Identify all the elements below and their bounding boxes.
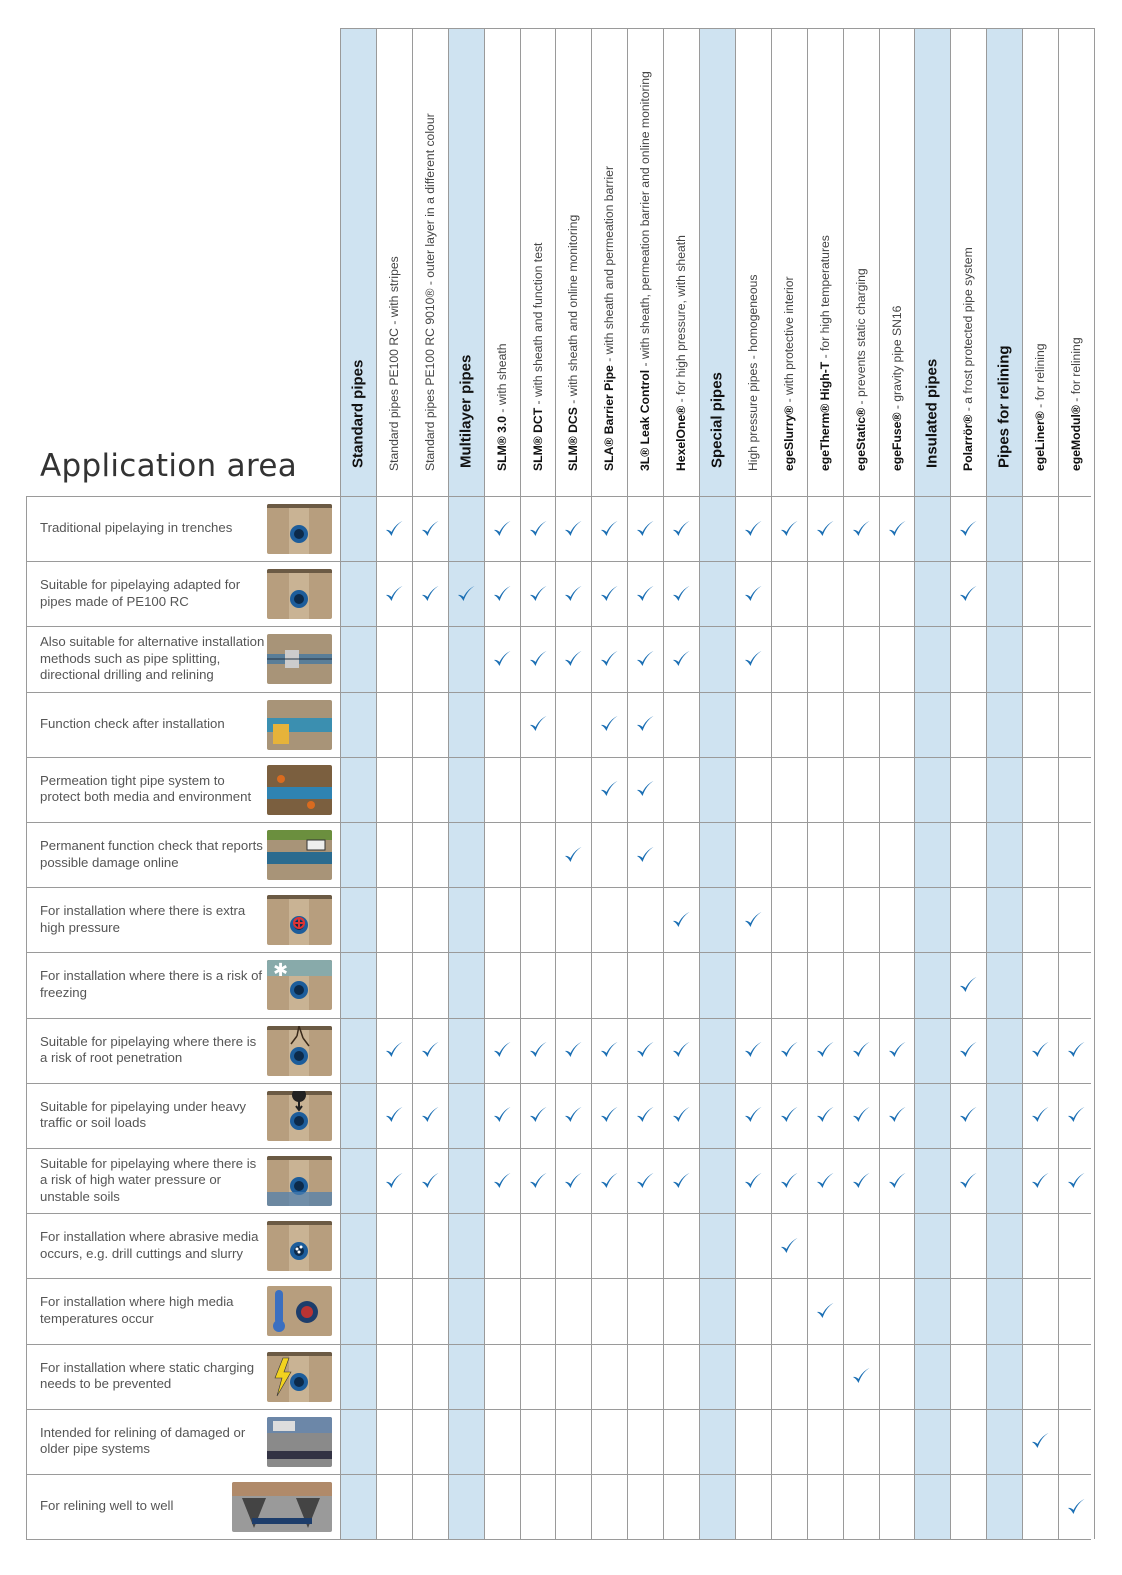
well-to-well-icon [232, 1482, 332, 1532]
checkmark-icon [520, 626, 556, 691]
checkmark-icon [555, 1148, 591, 1213]
checkmark-icon [555, 1018, 591, 1083]
checkmark-icon [735, 1148, 771, 1213]
checkmark-icon [627, 626, 663, 691]
checkmark-icon [484, 1083, 520, 1148]
checkmark-icon [771, 1018, 807, 1083]
checkmark-icon [412, 1018, 448, 1083]
checkmark-icon [1022, 1148, 1058, 1213]
checkmark-icon [950, 561, 986, 626]
column-header-label: egeLiner® - for relining [1033, 343, 1048, 471]
heavy-traffic-icon [267, 1091, 332, 1141]
row-label: For installation where there is a risk of freezing [40, 968, 263, 1000]
checkmark-icon [771, 1213, 807, 1278]
checkmark-icon [663, 1148, 699, 1213]
column-header-slmdct [520, 32, 556, 485]
checkmark-icon [843, 1344, 879, 1409]
column-header-label: egeSlurry® - with protective interior [781, 276, 796, 471]
checkmark-icon [484, 1148, 520, 1213]
checkmark-icon [663, 1083, 699, 1148]
row-label: Traditional pipelaying in trenches [40, 520, 233, 536]
column-header-label: egeTherm® High-T - for high temperatures [817, 235, 832, 471]
checkmark-icon [663, 626, 699, 691]
column-header-label: Standard pipes [349, 359, 367, 468]
column-header-label: Insulated pipes [923, 358, 941, 468]
checkmark-icon [843, 496, 879, 561]
column-header-sla [591, 32, 627, 485]
checkmark-icon [591, 1083, 627, 1148]
checkmark-icon [484, 1018, 520, 1083]
column-header-label: Special pipes [708, 372, 726, 468]
column-header-label: Pipes for relining [995, 345, 1013, 468]
checkmark-icon [950, 496, 986, 561]
checkmark-icon [412, 496, 448, 561]
row-divider [26, 1539, 1091, 1540]
column-header-modul [1058, 32, 1094, 485]
checkmark-icon [555, 496, 591, 561]
column-header-label: Standard pipes PE100 RC - with stripes [386, 256, 401, 471]
checkmark-icon [879, 496, 915, 561]
checkmark-icon [555, 626, 591, 691]
checkmark-icon [520, 496, 556, 561]
trench-pipe-icon [267, 569, 332, 619]
checkmark-icon [555, 822, 591, 887]
row-label: Suitable for pipelaying under heavy traffic or soil loads [40, 1098, 247, 1131]
column-header-label: 3L® Leak Control - with sheath, permeation barrier and online monitoring [638, 71, 653, 471]
column-header-label: High pressure pipes - homogeneous [745, 274, 760, 471]
checkmark-icon [663, 496, 699, 561]
checkmark-icon [520, 1018, 556, 1083]
row-label: Function check after installation [40, 715, 225, 731]
function-check-icon [267, 700, 332, 750]
row-label: Also suitable for alternative installation methods such as pipe splitting, directional drilling and relining [40, 634, 265, 683]
row-label: For installation where there is extra high pressure [40, 903, 246, 935]
checkmark-icon [412, 1148, 448, 1213]
online-monitor-icon [267, 830, 332, 880]
checkmark-icon [735, 1083, 771, 1148]
column-header-label: egeStatic® - prevents static charging [853, 268, 868, 471]
checkmark-icon [591, 1148, 627, 1213]
row-label: Permeation tight pipe system to protect both media and environment [40, 772, 252, 805]
checkmark-icon [627, 822, 663, 887]
checkmark-icon [627, 1083, 663, 1148]
column-header-insulated [914, 32, 950, 485]
row-label: For installation where static charging needs to be prevented [40, 1359, 255, 1392]
checkmark-icon [627, 692, 663, 757]
checkmark-icon [950, 1018, 986, 1083]
row-label: Intended for relining of damaged or older pipe systems [40, 1424, 246, 1457]
row-label: Suitable for pipelaying where there is a risk of root penetration [40, 1033, 257, 1066]
column-header-label: SLA® Barrier Pipe - with sheath and permeation barrier [602, 165, 617, 471]
checkmark-icon [591, 757, 627, 822]
checkmark-icon [807, 1148, 843, 1213]
checkmark-icon [555, 561, 591, 626]
checkmark-icon [807, 1018, 843, 1083]
column-header-highp [735, 32, 771, 485]
checkmark-icon [663, 1018, 699, 1083]
checkmark-icon [735, 1018, 771, 1083]
column-header-hexel [663, 32, 699, 485]
checkmark-icon [950, 1148, 986, 1213]
checkmark-icon [376, 1083, 412, 1148]
checkmark-icon [1022, 1018, 1058, 1083]
checkmark-icon [1058, 1148, 1094, 1213]
checkmark-icon [843, 1083, 879, 1148]
checkmark-icon [807, 1083, 843, 1148]
checkmark-icon [771, 496, 807, 561]
high-pressure-icon [267, 895, 332, 945]
permeation-icon [267, 765, 332, 815]
column-header-label: SLM® DCS - with sheath and online monitoring [566, 214, 581, 471]
freezing-icon [267, 960, 332, 1010]
checkmark-icon [950, 1083, 986, 1148]
column-header-slmdcs [555, 32, 591, 485]
checkmark-icon [879, 1018, 915, 1083]
row-label: Permanent function check that reports possible damage online [40, 838, 263, 870]
checkmark-icon [843, 1148, 879, 1213]
row-label: For installation where high media temperatures occur [40, 1294, 234, 1326]
checkmark-icon [735, 561, 771, 626]
column-header-label: SLM® 3.0 - with sheath [494, 343, 509, 471]
column-header-label: Standard pipes PE100 RC 9010® - outer layer in a different colour [422, 113, 437, 471]
column-header-label: egeModul® - for relining [1069, 337, 1083, 471]
checkmark-icon [520, 1148, 556, 1213]
checkmark-icon [376, 1018, 412, 1083]
checkmark-icon [1058, 1083, 1094, 1148]
checkmark-icon [591, 626, 627, 691]
column-header-slurry [771, 32, 807, 485]
row-label: For relining well to well [40, 1498, 174, 1514]
checkmark-icon [807, 1278, 843, 1343]
checkmark-icon [376, 496, 412, 561]
pipe-splitting-icon [267, 634, 332, 684]
lightning-icon [267, 1352, 332, 1402]
checkmark-icon [1022, 1083, 1058, 1148]
column-header-std_9010 [412, 32, 448, 485]
checkmark-icon [735, 626, 771, 691]
checkmark-icon [484, 496, 520, 561]
column-header-label: egeFuse® - gravity pipe SN16 [889, 305, 904, 471]
checkmark-icon [807, 496, 843, 561]
abrasive-media-icon [267, 1221, 332, 1271]
checkmark-icon [771, 1083, 807, 1148]
svg-text:✱: ✱ [273, 960, 289, 981]
column-header-relining [986, 32, 1022, 485]
column-header-multilayer [448, 32, 484, 485]
column-header-special [699, 32, 735, 485]
column-header-polarror [950, 32, 986, 485]
checkmark-icon [1022, 1409, 1058, 1474]
checkmark-icon [520, 561, 556, 626]
checkmark-icon [376, 561, 412, 626]
checkmark-icon [591, 561, 627, 626]
checkmark-icon [1058, 1018, 1094, 1083]
relining-icon [267, 1417, 332, 1467]
checkmark-icon [1058, 1474, 1094, 1539]
checkmark-icon [412, 561, 448, 626]
checkmark-icon [627, 1148, 663, 1213]
checkmark-icon [627, 496, 663, 561]
checkmark-icon [520, 692, 556, 757]
checkmark-icon [735, 496, 771, 561]
checkmark-icon [627, 757, 663, 822]
row-label: For installation where abrasive media occurs, e.g. drill cuttings and slurry [40, 1229, 259, 1261]
checkmark-icon [448, 561, 484, 626]
column-header-label: HexelOne® - for high pressure, with sheath [674, 235, 689, 471]
column-divider [1094, 28, 1095, 1539]
column-header-label: SLM® DCT - with sheath and function test [530, 242, 545, 471]
checkmark-icon [771, 1148, 807, 1213]
checkmark-icon [843, 1018, 879, 1083]
root-penetration-icon [267, 1026, 332, 1076]
checkmark-icon [663, 561, 699, 626]
checkmark-icon [627, 561, 663, 626]
column-header-static [843, 32, 879, 485]
column-header-3l [627, 32, 663, 485]
checkmark-icon [555, 1083, 591, 1148]
header-top-line [340, 28, 1094, 29]
checkmark-icon [591, 1018, 627, 1083]
checkmark-icon [591, 496, 627, 561]
checkmark-icon [412, 1083, 448, 1148]
column-header-label: Multilayer pipes [457, 354, 475, 468]
trench-pipe-icon [267, 504, 332, 554]
column-header-label: Polarrör® - a frost protected pipe system [961, 247, 976, 471]
row-label: Suitable for pipelaying adapted for pipes made of PE100 RC [40, 577, 241, 609]
checkmark-icon [520, 1083, 556, 1148]
checkmark-icon [735, 887, 771, 952]
column-header-fuse [879, 32, 915, 485]
column-header-standard [340, 32, 376, 485]
row-label: Suitable for pipelaying where there is a risk of high water pressure or unstable soils [40, 1155, 257, 1204]
page-title: Application area [40, 448, 297, 484]
checkmark-icon [484, 626, 520, 691]
column-header-therm [807, 32, 843, 485]
checkmark-icon [627, 1018, 663, 1083]
column-header-std_stripes [376, 32, 412, 485]
checkmark-icon [879, 1148, 915, 1213]
checkmark-icon [879, 1083, 915, 1148]
column-header-liner [1022, 32, 1058, 485]
water-pressure-icon [267, 1156, 332, 1206]
checkmark-icon [663, 887, 699, 952]
checkmark-icon [376, 1148, 412, 1213]
column-header-slm30 [484, 32, 520, 485]
checkmark-icon [950, 952, 986, 1017]
checkmark-icon [591, 692, 627, 757]
checkmark-icon [484, 561, 520, 626]
thermometer-icon [267, 1286, 332, 1336]
